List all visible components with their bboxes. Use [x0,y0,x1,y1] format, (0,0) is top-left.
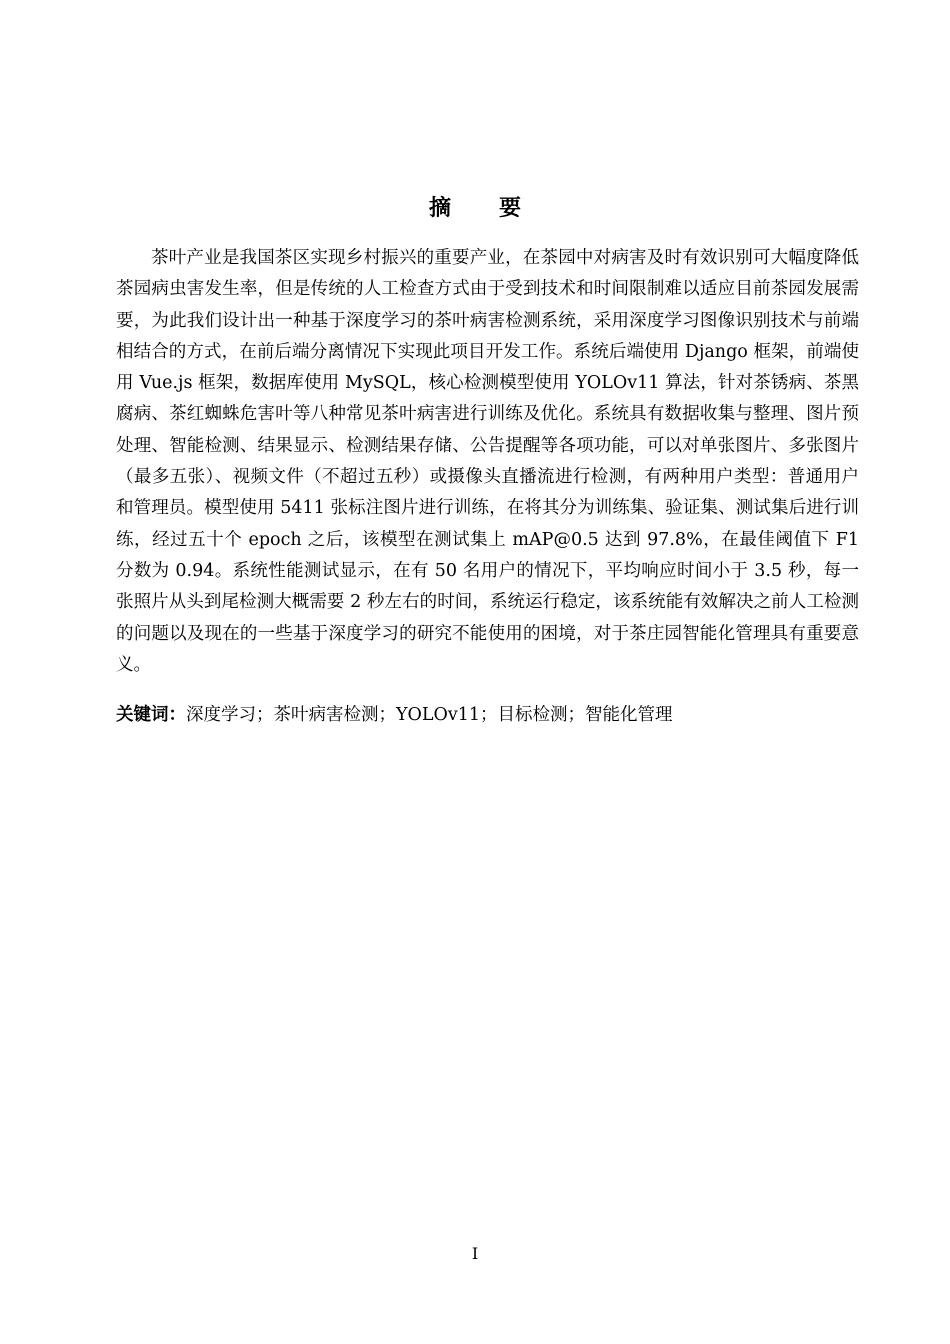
abstract-paragraph: 茶叶产业是我国茶区实现乡村振兴的重要产业，在茶园中对病害及时有效识别可大幅度降低茶园病虫害发生率，但是传统的人工检查方式由于受到技术和时间限制难以适应目前茶园发展需要，为此我们设计出一种基于深度学习的茶叶病害检测系统，采用深度学习图像识别技术与前端相结合的方式，在前后端分离情况下实现此项目开发工作。系统后端使用 Django 框架，前端使用 Vue.js 框架，数据库使用 MySQL，核心检测模型使用 YOLOv11 算法，针对茶锈病、茶黑腐病、茶红蜘蛛危害叶等八种常见茶叶病害进行训练及优化。系统具有数据收集与整理、图片预处理、智能检测、结果显示、检测结果存储、公告提醒等各项功能，可以对单张图片、多张图片（最多五张）、视频文件（不超过五秒）或摄像头直播流进行检测，有两种用户类型：普通用户和管理员。模型使用 5411 张标注图片进行训练，在将其分为训练集、验证集、测试集后进行训练，经过五十个 epoch 之后，该模型在测试集上 mAP@0.5 达到 97.8%，在最佳阈值下 F1 分数为 0.94。系统性能测试显示，在有 50 名用户的情况下，平均响应时间小于 3.5 秒，每一张照片从头到尾检测大概需要 2 秒左右的时间，系统运行稳定，该系统能有效解决之前人工检测的问题以及现在的一些基于深度学习的研究不能使用的困境，对于茶庄园智能化管理具有重要意义。 [116,248,859,675]
keywords-label: 关键词： [116,705,186,725]
page-title: 摘要 [428,195,569,221]
keywords-line [116,700,859,731]
keywords-text: 深度学习；茶叶病害检测；YOLOv11；目标检测；智能化管理 [186,705,673,725]
page-number: I [471,1244,479,1263]
